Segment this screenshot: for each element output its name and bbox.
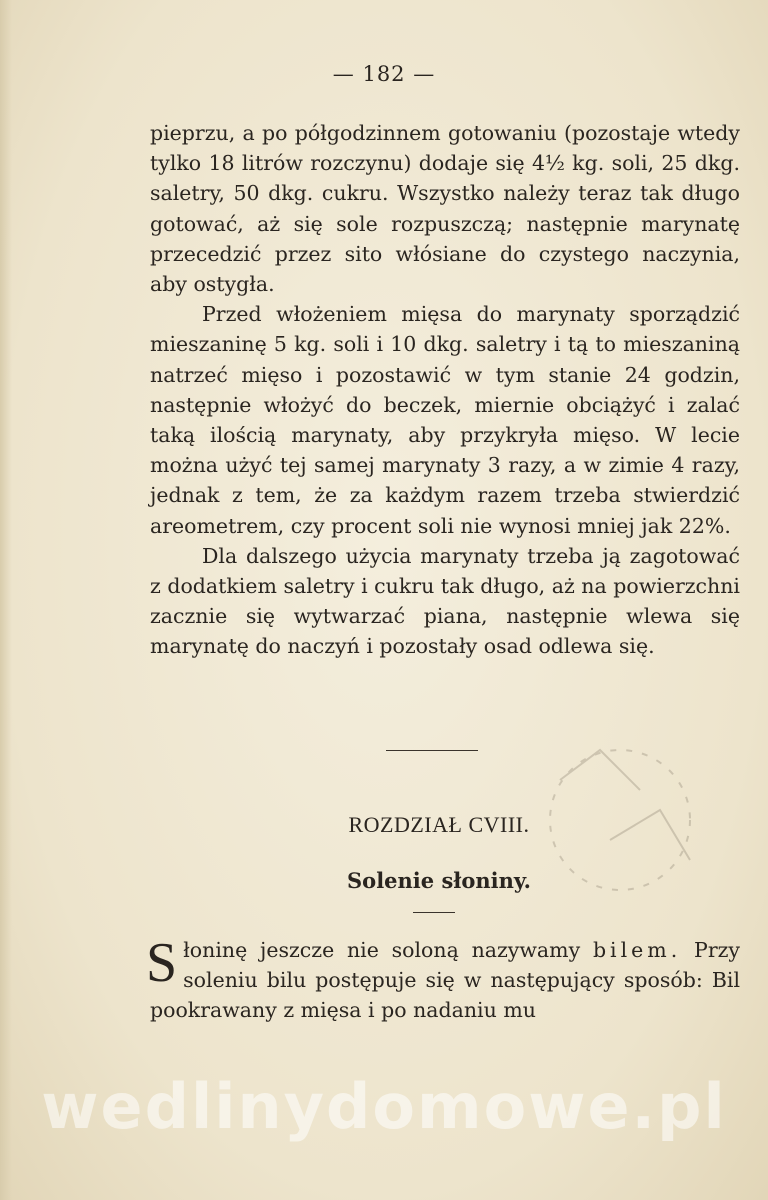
paragraph-continuation: pieprzu, a po półgodzinnem gotowaniu (pozostaje wtedy tylko 18 litrów rozczynu) dodaje się 4½ kg. soli, 25 dkg. saletry, 50 dkg. cukru. Wszystko należy teraz tak długo gotować, aż się sole rozpuszczą; następnie marynatę przecedzić przez sito włósiane do czystego naczynia, aby ostygła. xyxy=(150,121,740,297)
emphasized-term: bilem. xyxy=(592,938,682,962)
page-number: — 182 — xyxy=(332,62,436,86)
body-text xyxy=(150,118,740,662)
section-text xyxy=(146,932,740,1026)
section-paragraph xyxy=(146,932,740,1026)
drop-cap: S xyxy=(146,932,178,994)
site-watermark: wedlinydomowe.pl xyxy=(41,1070,727,1143)
section-text-end: Przy soleniu bilu postępuje się w następujący sposób: Bil pookrawany z mięsa i po nadaniu mu xyxy=(150,938,740,1023)
paragraph-reuse-marinade: Dla dalszego użycia marynaty trzeba ją zagotować z dodatkiem saletry i cukru tak długo, aż na powierzchni zacznie się wytwarzać piana, następnie wlewa się marynatę do naczyń i pozostały osad odlewa się. xyxy=(150,543,740,659)
paragraph-marinade-meat: Przed włożeniem mięsa do marynaty sporządzić mieszaninę 5 kg. soli i 10 dkg. saletry i tą to mieszaniną natrzeć mięso i pozostawić w tym stanie 24 godzin, następnie włożyć do beczek, miernie obciążyć i zalać taką ilością marynaty, aby przykryła mięso. W lecie można użyć tej samej marynaty 3 razy, a w zimie 4 razy, jednak z tem, że za każdym razem trzeba stwierdzić areometrem, czy procent soli nie wynosi mniej jak 22%. xyxy=(150,302,740,538)
section-divider xyxy=(386,750,478,751)
faded-stamp-mark xyxy=(520,720,720,920)
page-gutter xyxy=(0,0,12,1200)
section-text-start: łoninę jeszcze nie soloną nazywamy xyxy=(183,938,593,962)
chapter-title: Solenie słoniny. xyxy=(347,868,531,893)
chapter-heading: ROZDZIAŁ CVIII. xyxy=(348,812,530,837)
title-divider xyxy=(413,912,455,913)
